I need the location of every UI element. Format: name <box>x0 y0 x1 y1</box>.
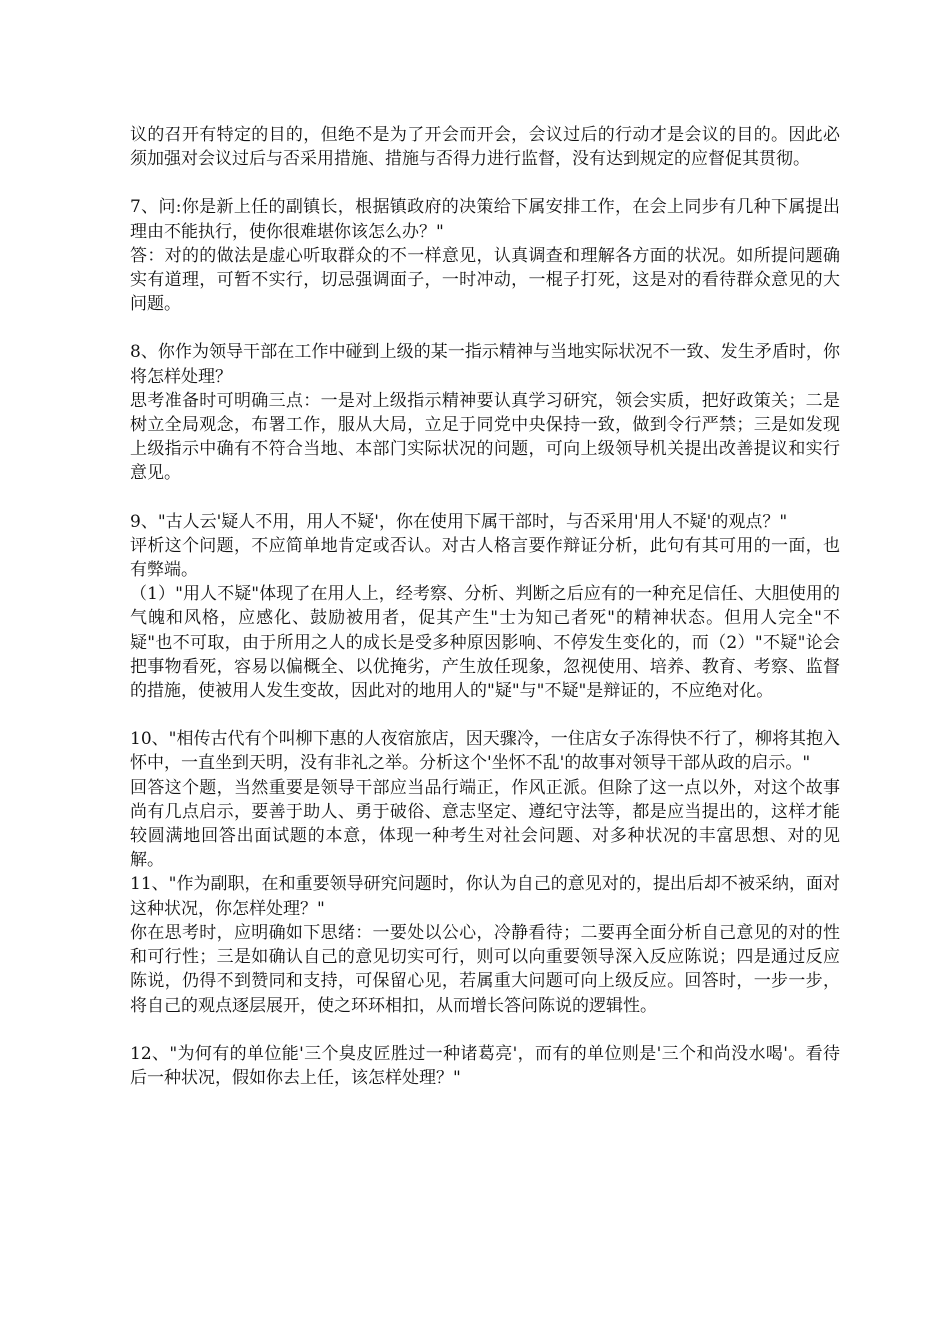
answer-8: 思考准备时可明确三点：一是对上级指示精神要认真学习研究，领会实质，把好政策关；二是树立全局观念，布署工作，服从大局，立足于同党中央保持一致，做到令行严禁；三是如发现上级指示中确有不符合当地、本部门实际状况的问题，可向上级领导机关提出改善提议和实行意见。 <box>130 390 840 484</box>
paragraph-gap <box>130 703 840 727</box>
question-10: 10、"相传古代有个叫柳下惠的人夜宿旅店，因天骤冷，一住店女子冻得快不行了，柳将其抱入怀中，一直坐到天明，没有非礼之举。分析这个'坐怀不乱'的故事对领导干部从政的启示。" <box>130 729 840 774</box>
paragraph-gap <box>130 486 840 510</box>
question-7: 7、问:你是新上任的副镇长，根据镇政府的决策给下属安排工作，在会上同步有几种下属提出理由不能执行，使你很难堪你该怎么办？" <box>130 197 840 242</box>
answer-9-intro: 评析这个问题，不应简单地肯定或否认。对古人格言要作辩证分析，此句有其可用的一面，也有弊端。 <box>130 535 840 581</box>
answer-9-detail: （1）"用人不疑"体现了在用人上，经考察、分析、判断之后应有的一种充足信任、大胆使用的气魄和风格，应感化、鼓励被用者，促其产生"士为知己者死"的精神状态。但用人完全"不疑"也不可取，由于所用之人的成长是受多种原因影响、不停发生变化的，而（2）"不疑"论会把事物看死，容易以偏概全、以优掩劣，产生放任现象，忽视使用、培养、教育、考察、监督的措施，使被用人发生变故，因此对的地用人的"疑"与"不疑"是辩证的，不应绝对化。 <box>130 584 840 702</box>
answer-7: 答：对的的做法是虚心听取群众的不一样意见，认真调查和理解各方面的状况。如所提问题确实有道理，可暂不实行，切忌强调面子，一时冲动，一棍子打死，这是对的看待群众意见的大问题。 <box>130 245 840 315</box>
paragraph-gap <box>130 171 840 195</box>
answer-11: 你在思考时，应明确如下思绪：一要处以公心，冷静看待；二要再全面分析自己意见的对的性和可行性；三是如确认自己的意见切实可行，则可以向重要领导深入反应陈说；四是通过反应陈说，仍得不到赞同和支持，可保留心见，若属重大问题可向上级反应。回答时，一步一步，将自己的观点逐层展开，使之环环相扣，从而增长答问陈说的逻辑性。 <box>130 922 840 1016</box>
question-11: 11、"作为副职，在和重要领导研究问题时，你认为自己的意见对的，提出后却不被采纳，面对这种状况，你怎样处理？" <box>130 874 840 919</box>
paragraph-gap <box>130 316 840 340</box>
paragraph-meeting-purpose: 议的召开有特定的目的，但绝不是为了开会而开会，会议过后的行动才是会议的目的。因此必须加强对会议过后与否采用措施、措施与否得力进行监督，没有达到规定的应督促其贯彻。 <box>130 125 840 170</box>
document-page <box>130 123 840 1090</box>
question-8: 8、你作为领导干部在工作中碰到上级的某一指示精神与当地实际状况不一致、发生矛盾时，你将怎样处理？ <box>130 342 840 387</box>
answer-10: 回答这个题，当然重要是领导干部应当品行端正，作风正派。但除了这一点以外，对这个故事尚有几点启示，要善于助人、勇于破俗、意志坚定、遵纪守法等，都是应当提出的，这样才能较圆满地回答出面试题的本意，体现一种考生对社会问题、对多种状况的丰富思想、对的见解。 <box>130 777 840 871</box>
question-9: 9、"古人云'疑人不用，用人不疑'，你在使用下属干部时，与否采用'用人不疑'的观点？" <box>130 511 788 532</box>
paragraph-gap <box>130 1018 840 1042</box>
question-12: 12、"为何有的单位能'三个臭皮匠胜过一种诸葛亮'，而有的单位则是'三个和尚没水喝'。看待后一种状况，假如你去上任，该怎样处理？" <box>130 1043 840 1088</box>
